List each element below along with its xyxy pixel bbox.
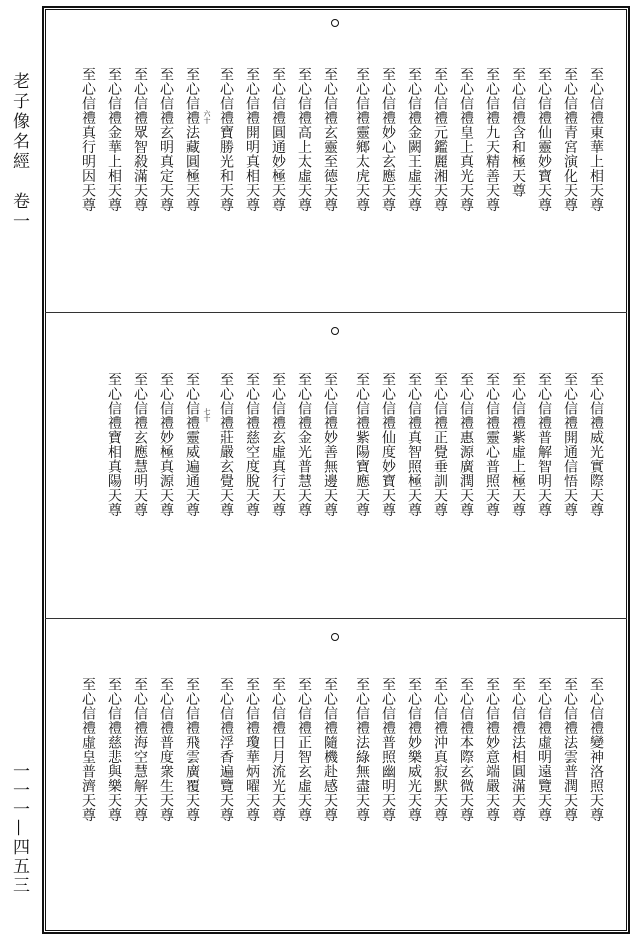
text-column: 至心信禮妙心玄應天尊: [380, 67, 396, 212]
text-column: 至心信禮金光普慧天尊: [296, 372, 312, 517]
section-count-note: 七十: [203, 408, 211, 422]
text-column: 至心信禮惠源廣潤天尊: [458, 372, 474, 517]
text-column: 至心信禮法相圓滿天尊: [510, 677, 526, 822]
register-circle-mark: [331, 633, 339, 641]
register-circle-mark: [331, 19, 339, 27]
text-column: 至心信禮圓通妙極天尊: [270, 67, 286, 212]
section-count-note: 六十: [203, 110, 211, 124]
text-column: 至心信禮金華上相天尊: [106, 67, 122, 212]
text-column: 至心信禮法藏圓極天尊: [184, 67, 200, 212]
text-column: 至心信禮正覺垂訓天尊: [432, 372, 448, 517]
text-column: 至心信禮玄靈至德天尊: [322, 67, 338, 212]
text-column: 至心信禮眾智殺滿天尊: [132, 67, 148, 212]
margin-page-number: 一一一—四五三: [9, 762, 29, 895]
text-column: 至心信禮玄虛真行天尊: [270, 372, 286, 517]
text-column: 至心信禮仙度妙寶天尊: [380, 372, 396, 517]
text-column: 至心信禮妙意端嚴天尊: [484, 677, 500, 822]
text-column: 至心信禮玄應慧明天尊: [132, 372, 148, 517]
panel-separator: [45, 618, 627, 619]
text-column: 至心信禮慈空度脫天尊: [244, 372, 260, 517]
text-column: 至心信禮紫虛上極天尊: [510, 372, 526, 517]
text-column: 至心信禮虛明遠覽天尊: [536, 677, 552, 822]
margin-book-title: 老子像名經 卷一: [9, 72, 29, 232]
text-column: 至心信禮開明真相天尊: [244, 67, 260, 212]
text-column: 至心信禮隨機赴感天尊: [322, 677, 338, 822]
text-column: 至心信禮本際玄微天尊: [458, 677, 474, 822]
text-column: 至心信禮金闕王虛天尊: [406, 67, 422, 212]
text-column: 至心信禮虛皇普濟天尊: [80, 677, 96, 822]
text-column: 至心信禮元鑑麗湘天尊: [432, 67, 448, 212]
text-column: 至心信禮紫陽寶應天尊: [354, 372, 370, 517]
text-column: 至心信禮飛雲廣覆天尊: [184, 677, 200, 822]
text-column: 至心信禮正智玄虛天尊: [296, 677, 312, 822]
text-column: 至心信禮海空慧解天尊: [132, 677, 148, 822]
text-column: 至心信禮九天精善天尊: [484, 67, 500, 212]
text-column: 至心信禮妙樂威光天尊: [406, 677, 422, 822]
text-column: 至心信禮法雲普潤天尊: [562, 677, 578, 822]
text-column: 至心信禮仙靈妙寶天尊: [536, 67, 552, 212]
text-column: 至心信禮皇上真光天尊: [458, 67, 474, 212]
text-column: 至心信禮玄明真定天尊: [158, 67, 174, 212]
text-column: 至心信禮開通信悟天尊: [562, 372, 578, 517]
text-column: 至心信禮東華上相天尊: [588, 67, 604, 212]
text-column: 至心信禮普度衆生天尊: [158, 677, 174, 822]
text-column: 至心信禮寶相真陽天尊: [106, 372, 122, 517]
text-column: 至心信禮威光實際天尊: [588, 372, 604, 517]
text-column: 至心信禮沖真寂默天尊: [432, 677, 448, 822]
text-column: 至心信禮青宮演化天尊: [562, 67, 578, 212]
text-column: 至心信禮靈心普照天尊: [484, 372, 500, 517]
text-column: 至心信禮妙極真源天尊: [158, 372, 174, 517]
text-column: 至心信禮普解智明天尊: [536, 372, 552, 517]
text-column: 至心信禮普照幽明天尊: [380, 677, 396, 822]
text-column: 至心信禮高上太虛天尊: [296, 67, 312, 212]
text-column: 至心信禮含和極天尊: [510, 67, 526, 198]
text-column: 至心信禮瓊華炳曜天尊: [244, 677, 260, 822]
text-column: 至心信禮寶勝光和天尊: [218, 67, 234, 212]
text-column: 至心信禮日月流光天尊: [270, 677, 286, 822]
text-column: 至心信禮變神洛照天尊: [588, 677, 604, 822]
text-column: 至心信禮靈鄉太虎天尊: [354, 67, 370, 212]
text-column: 至心信禮法綠無盡天尊: [354, 677, 370, 822]
panel-separator: [45, 312, 627, 313]
text-column: 至心信禮慈悲與樂天尊: [106, 677, 122, 822]
text-column: 至心信禮靈威遍通天尊: [184, 372, 200, 517]
text-column: 至心信禮妙善無邊天尊: [322, 372, 338, 517]
text-column: 至心信禮莊嚴玄覺天尊: [218, 372, 234, 517]
text-column: 至心信禮真智照極天尊: [406, 372, 422, 517]
text-column: 至心信禮浮香遍覽天尊: [218, 677, 234, 822]
text-column: 至心信禮真行明因天尊: [80, 67, 96, 212]
register-circle-mark: [331, 327, 339, 335]
